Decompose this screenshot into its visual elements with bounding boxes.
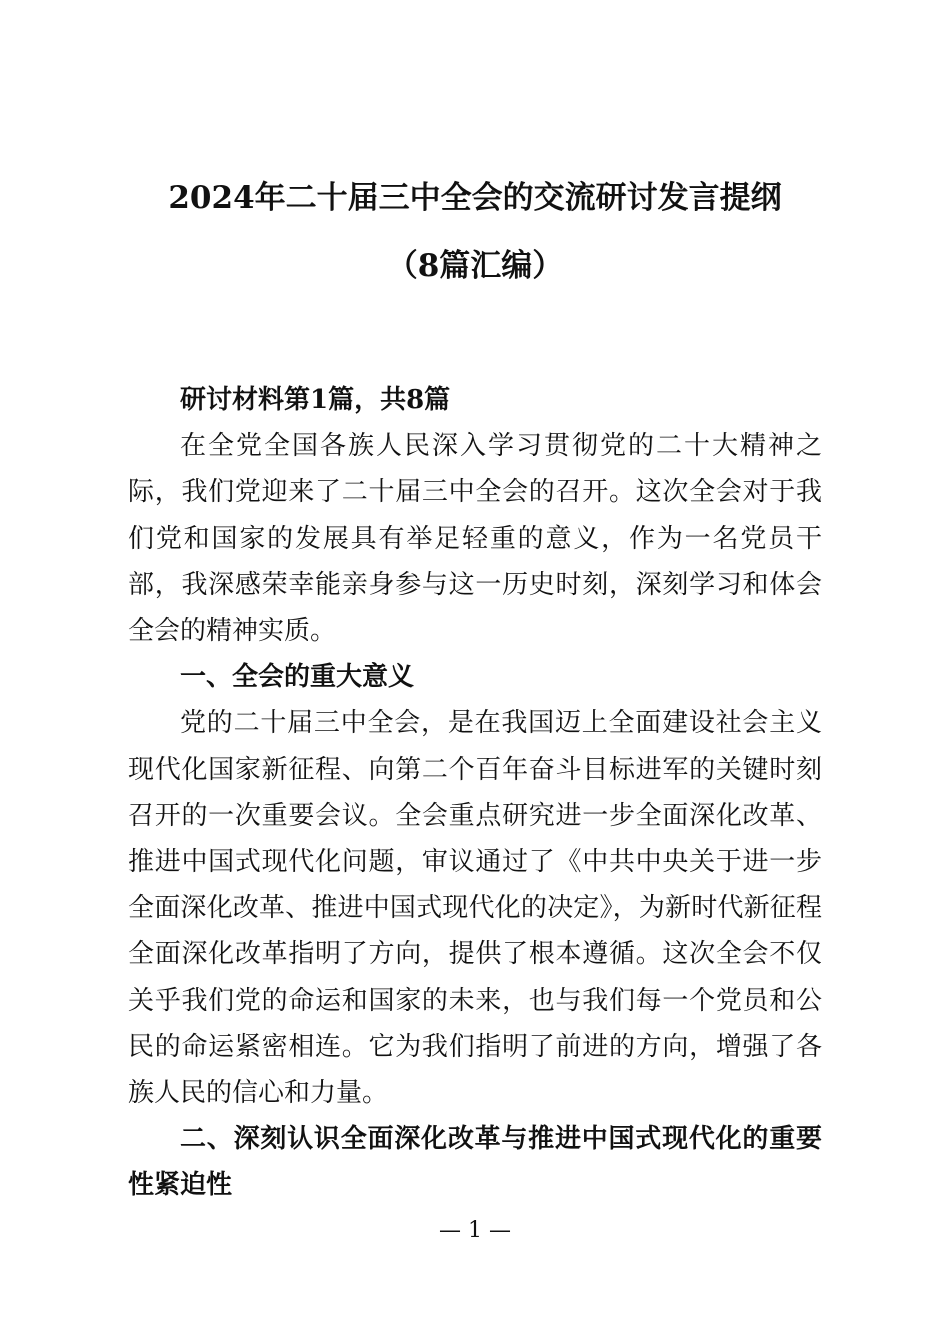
- section-heading: 一、全会的重大意义: [180, 662, 415, 693]
- document-title: 2024年二十届三中全会的交流研讨发言提纲: [168, 180, 782, 216]
- page-number: — 1 —: [439, 1218, 511, 1243]
- section-heading: 研讨材料第1篇，共8篇: [180, 385, 451, 415]
- section-heading: 二、深刻认识全面深化改革与推进中国式现代化的重要性紧迫性: [128, 1124, 822, 1201]
- body-paragraph: 党的二十届三中全会，是在我国迈上全面建设社会主义现代化国家新征程、向第二个百年奋斗目标进军的关键时刻召开的一次重要会议。全会重点研究进一步全面深化改革、推进中国式现代化问题，审议通过了《中共中央关于进一步全面深化改革、推进中国式现代化的决定》，为新时代新征程全面深化改革指明了方向，提供了根本遵循。这次全会不仅关乎我们党的命运和国家的未来，也与我们每一个党员和公民的命运紧密相连。它为我们指明了前进的方向，增强了各族人民的信心和力量。: [128, 708, 822, 1109]
- document-subtitle: （8篇汇编）: [386, 248, 564, 284]
- document-body: [128, 377, 822, 1209]
- body-paragraph: 在全党全国各族人民深入学习贯彻党的二十大精神之际，我们党迎来了二十届三中全会的召开。这次全会对于我们党和国家的发展具有举足轻重的意义，作为一名党员干部，我深感荣幸能亲身参与这一历史时刻，深刻学习和体会全会的精神实质。: [128, 431, 822, 647]
